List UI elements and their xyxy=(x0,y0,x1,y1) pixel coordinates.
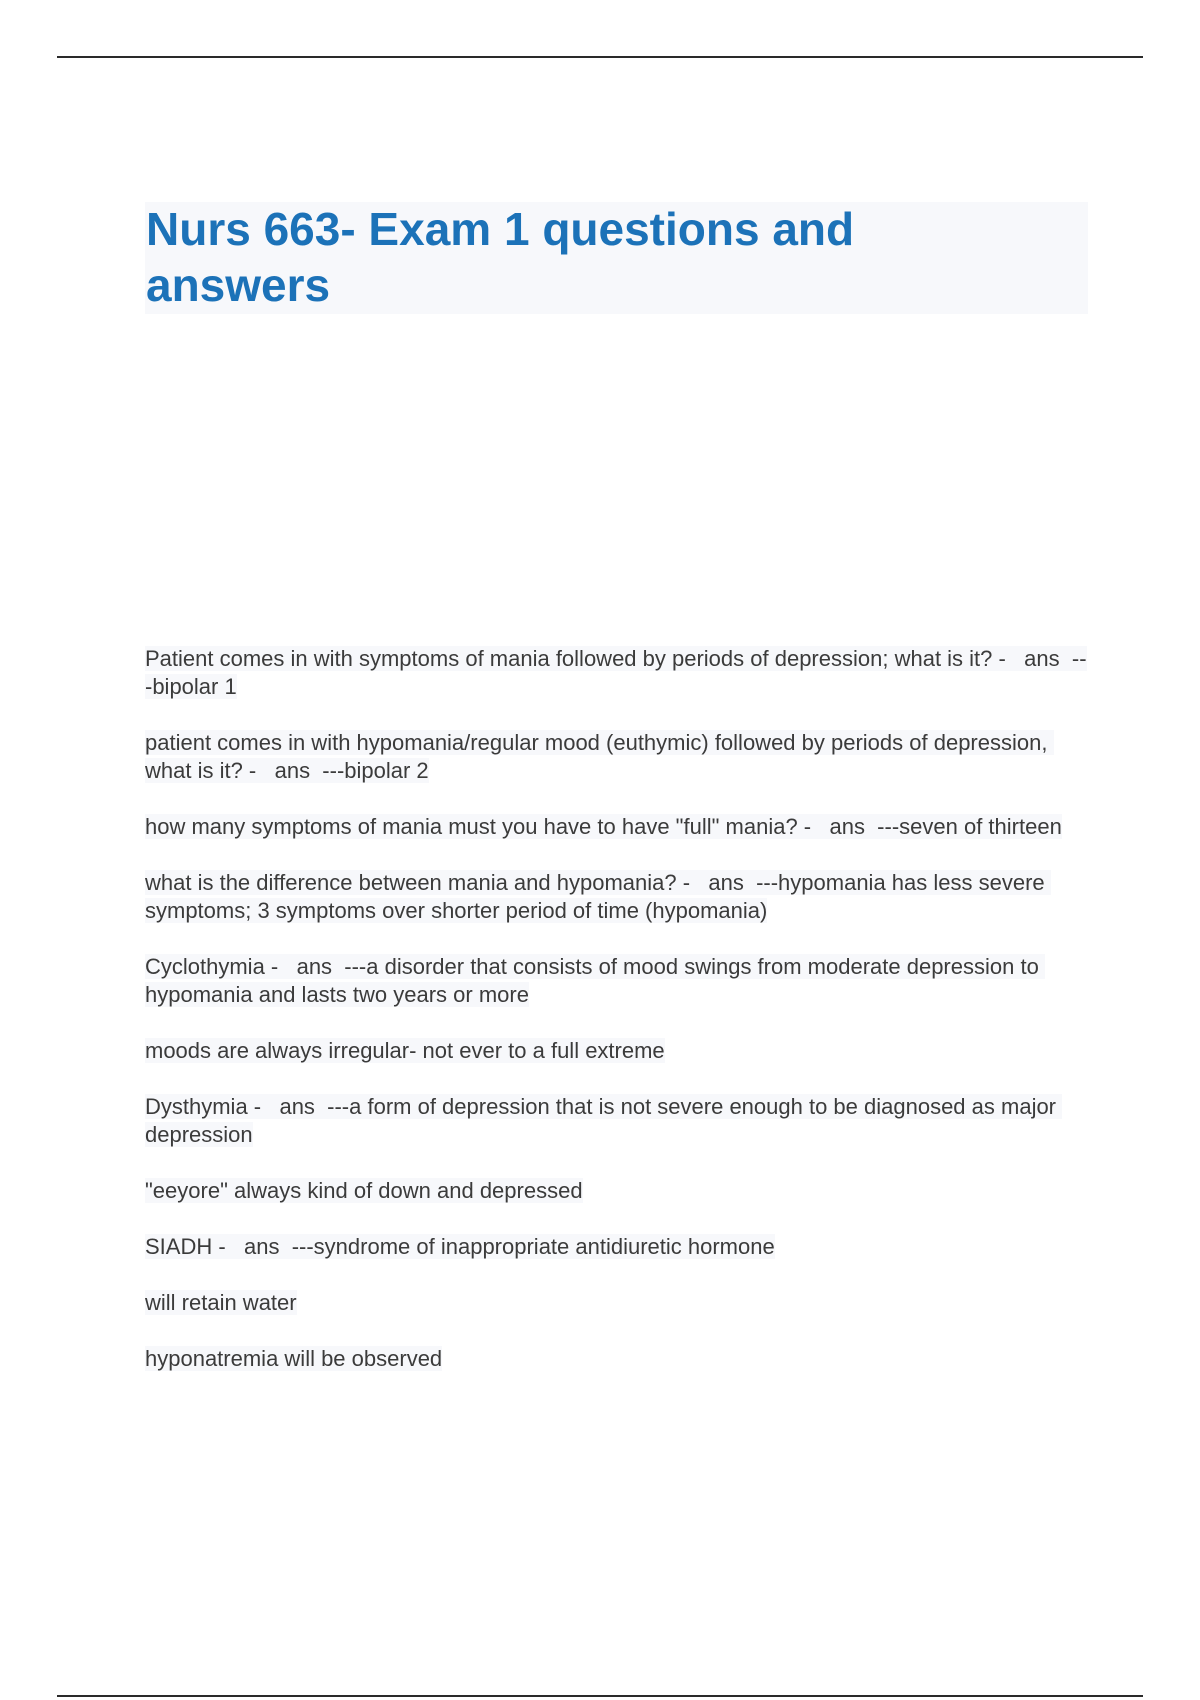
paragraph-9: SIADH - ans ---syndrome of inappropriate antidiuretic hormone xyxy=(145,1234,775,1259)
paragraph-8: "eeyore" always kind of down and depressed xyxy=(145,1178,583,1203)
document-title: Nurs 663- Exam 1 questions and answers xyxy=(146,203,855,311)
paragraph-6: moods are always irregular- not ever to a full extreme xyxy=(145,1038,665,1063)
document-body xyxy=(145,645,1090,1401)
paragraph-7: Dysthymia - ans ---a form of depression that is not severe enough to be diagnosed as major depression xyxy=(145,1094,1063,1147)
paragraph-11: hyponatremia will be observed xyxy=(145,1346,443,1371)
paragraph-3: how many symptoms of mania must you have to have "full" mania? - ans ---seven of thirteen xyxy=(145,814,1062,839)
top-divider xyxy=(57,56,1143,58)
paragraph-4: what is the difference between mania and hypomania? - ans ---hypomania has less severe symptoms; 3 symptoms over shorter period of time (hypomania) xyxy=(145,870,1051,923)
paragraph-2: patient comes in with hypomania/regular mood (euthymic) followed by periods of depression, what is it? - ans ---bipolar 2 xyxy=(145,730,1054,783)
paragraph-10: will retain water xyxy=(145,1290,297,1315)
paragraph-5: Cyclothymia - ans ---a disorder that consists of mood swings from moderate depression to hypomania and lasts two years or more xyxy=(145,954,1045,1007)
paragraph-1: Patient comes in with symptoms of mania followed by periods of depression; what is it? - ans ---bipolar 1 xyxy=(145,646,1087,699)
bottom-divider xyxy=(57,1695,1143,1697)
